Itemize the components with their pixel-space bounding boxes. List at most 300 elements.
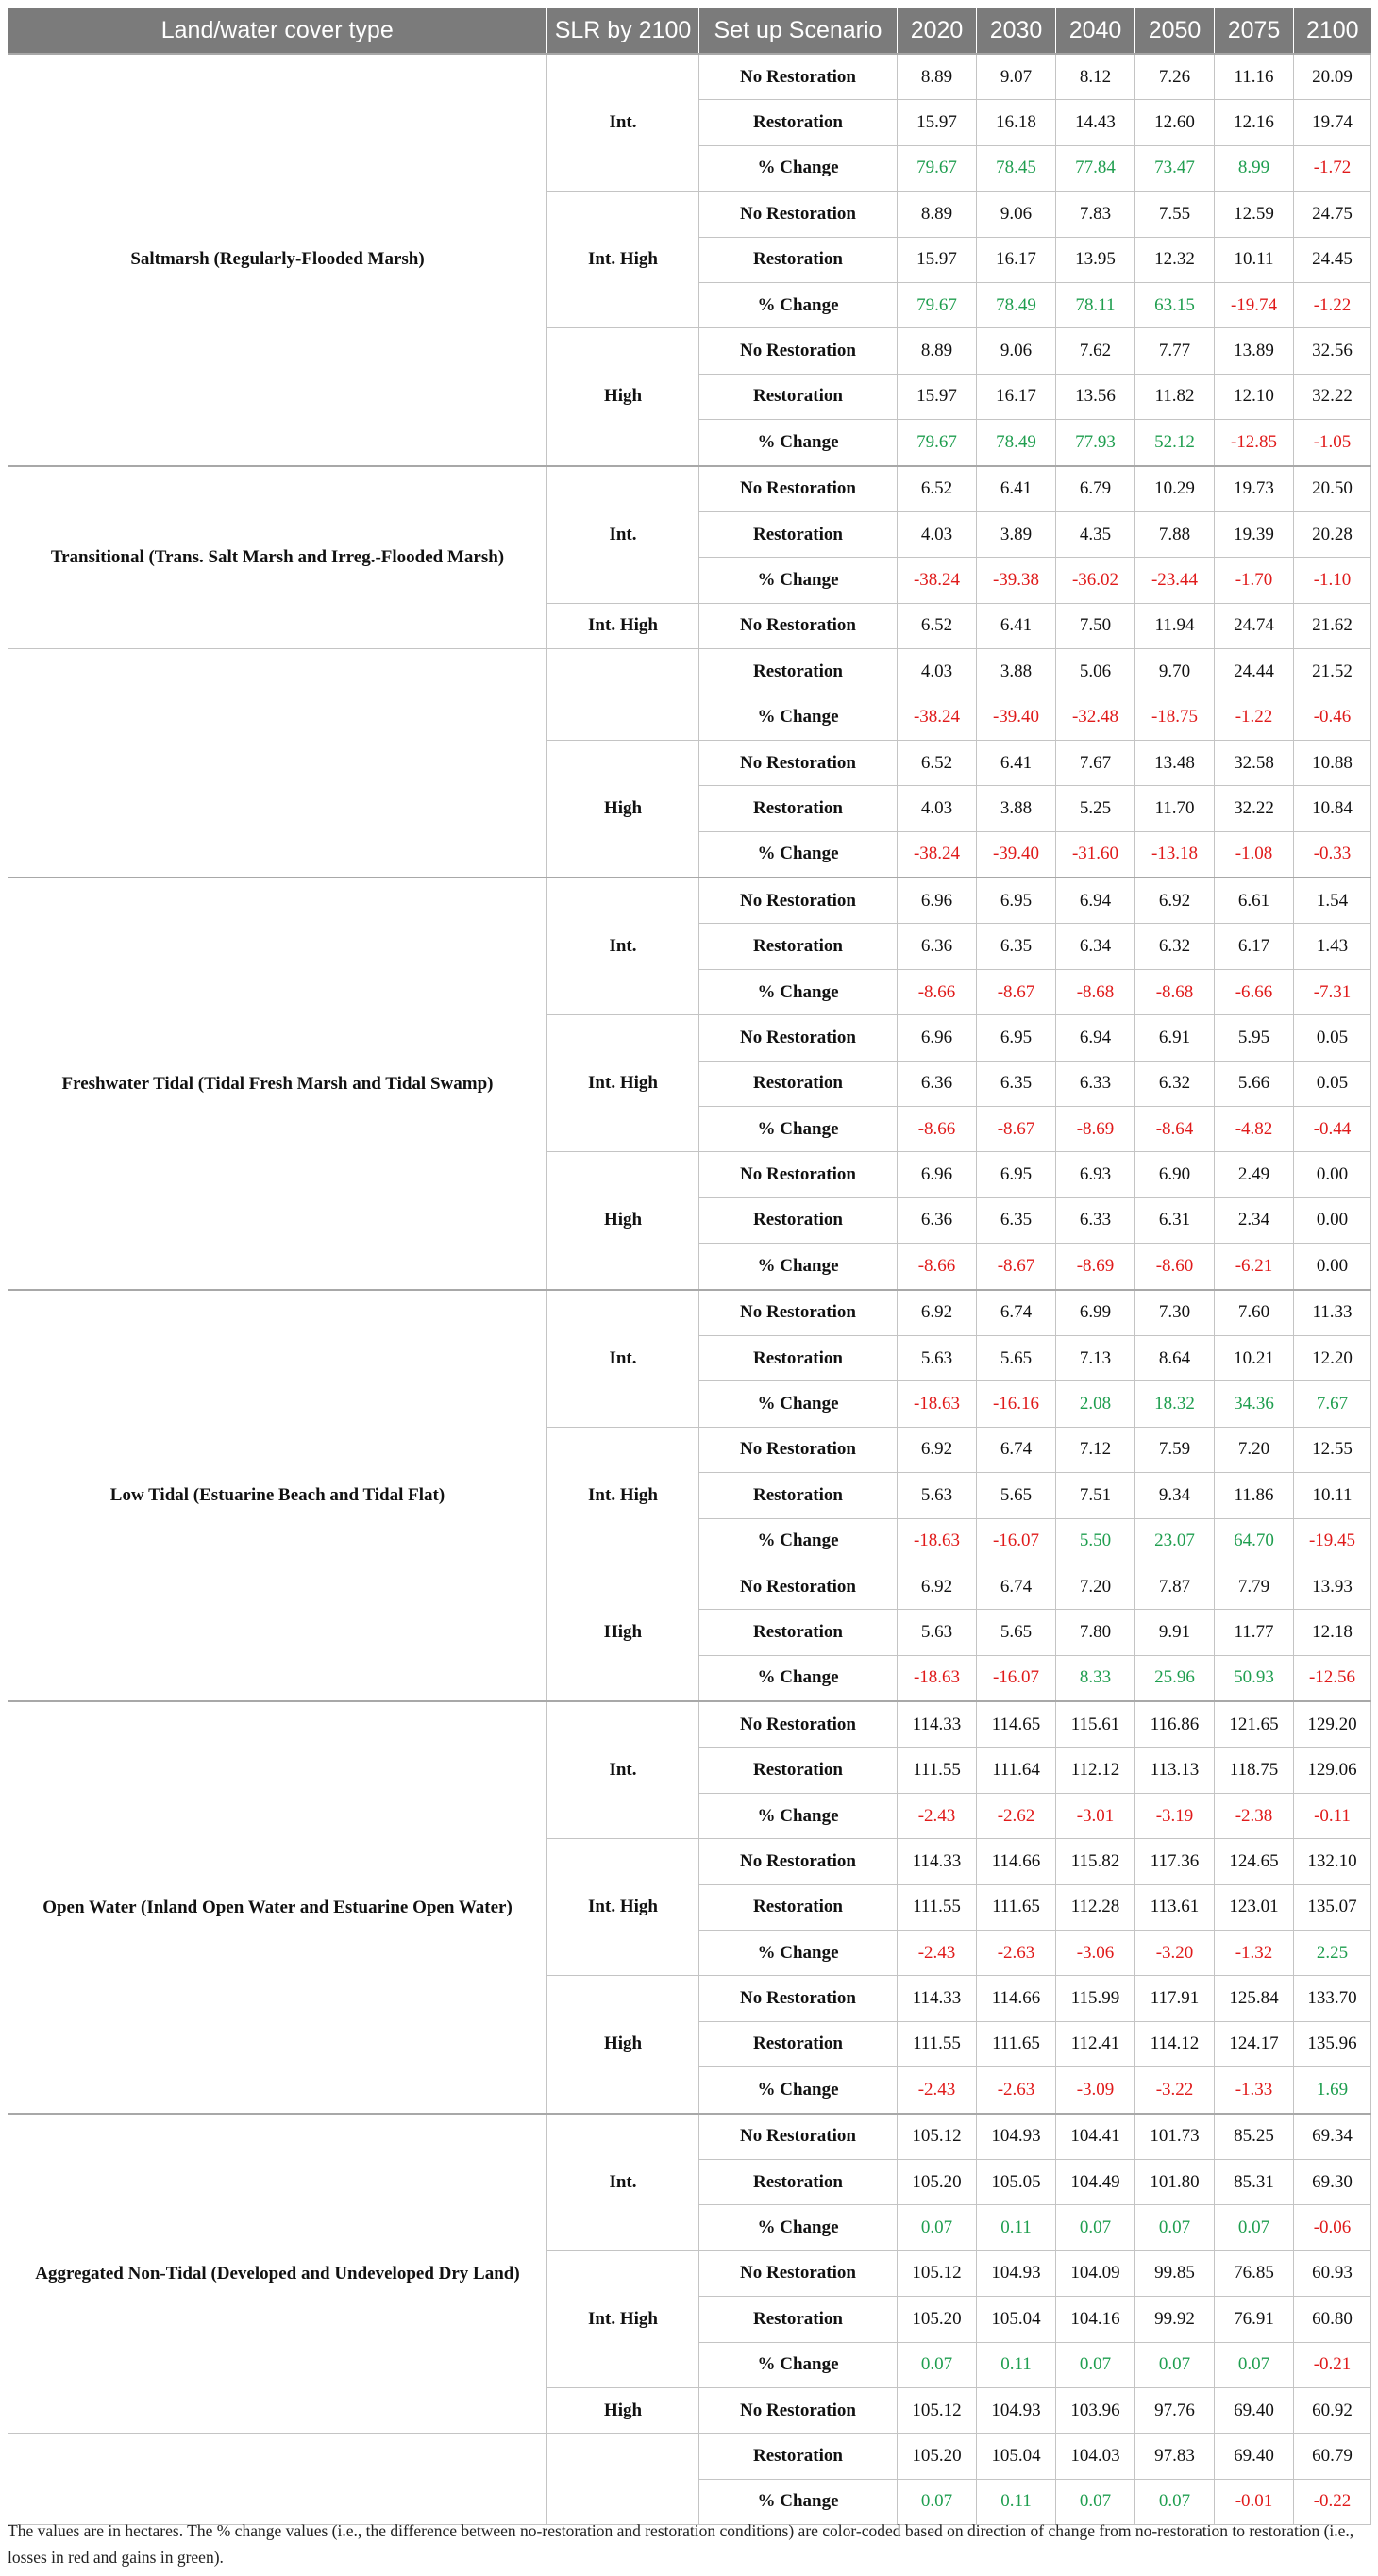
percent-change-cell: 5.50: [1056, 1518, 1135, 1564]
value-cell: 7.60: [1215, 1290, 1294, 1336]
land-cover-change-table: [8, 8, 1371, 2525]
setup-scenario-cell: No Restoration: [699, 466, 898, 512]
cover-type-cell: [8, 2434, 547, 2525]
percent-change-cell: 79.67: [898, 420, 977, 466]
value-cell: 5.06: [1056, 649, 1135, 694]
value-cell: 125.84: [1215, 1976, 1294, 2021]
value-cell: 11.82: [1135, 374, 1215, 419]
value-cell: 9.91: [1135, 1610, 1215, 1655]
value-cell: 8.12: [1056, 54, 1135, 100]
value-cell: 6.17: [1215, 924, 1294, 969]
setup-scenario-cell: Restoration: [699, 1061, 898, 1106]
setup-scenario-cell: No Restoration: [699, 1152, 898, 1197]
value-cell: 6.79: [1056, 466, 1135, 512]
percent-change-cell: -6.21: [1215, 1244, 1294, 1290]
setup-scenario-cell: Restoration: [699, 1335, 898, 1380]
setup-scenario-cell: % Change: [699, 282, 898, 327]
value-cell: 129.06: [1294, 1748, 1371, 1793]
setup-scenario-cell: % Change: [699, 1381, 898, 1427]
value-cell: 6.52: [898, 603, 977, 648]
value-cell: 69.34: [1294, 2114, 1371, 2160]
header-year-2020: 2020: [898, 8, 977, 54]
value-cell: 32.56: [1294, 328, 1371, 374]
value-cell: 20.09: [1294, 54, 1371, 100]
value-cell: 112.28: [1056, 1884, 1135, 1930]
value-cell: 9.70: [1135, 649, 1215, 694]
value-cell: 5.65: [977, 1610, 1056, 1655]
setup-scenario-cell: No Restoration: [699, 54, 898, 100]
value-cell: 8.89: [898, 192, 977, 237]
value-cell: 2.49: [1215, 1152, 1294, 1197]
value-cell: 7.79: [1215, 1564, 1294, 1609]
value-cell: 60.92: [1294, 2387, 1371, 2433]
percent-change-cell: 0.00: [1294, 1244, 1371, 1290]
value-cell: 5.63: [898, 1473, 977, 1518]
value-cell: 3.88: [977, 649, 1056, 694]
value-cell: 121.65: [1215, 1701, 1294, 1748]
value-cell: 114.12: [1135, 2021, 1215, 2066]
setup-scenario-cell: Restoration: [699, 2159, 898, 2204]
value-cell: 0.05: [1294, 1015, 1371, 1061]
setup-scenario-cell: Restoration: [699, 2434, 898, 2479]
setup-scenario-cell: % Change: [699, 694, 898, 740]
value-cell: 21.52: [1294, 649, 1371, 694]
value-cell: 114.33: [898, 1839, 977, 1884]
value-cell: 7.67: [1056, 740, 1135, 785]
table-row: [8, 54, 1371, 100]
value-cell: 104.16: [1056, 2297, 1135, 2342]
setup-scenario-cell: No Restoration: [699, 1290, 898, 1336]
value-cell: 7.88: [1135, 511, 1215, 557]
percent-change-cell: -3.22: [1135, 2067, 1215, 2114]
value-cell: 8.64: [1135, 1335, 1215, 1380]
setup-scenario-cell: % Change: [699, 2205, 898, 2250]
value-cell: 8.89: [898, 328, 977, 374]
percent-change-cell: -1.08: [1215, 831, 1294, 878]
table-row: [8, 2114, 1371, 2160]
value-cell: 111.65: [977, 1884, 1056, 1930]
percent-change-cell: -8.68: [1135, 969, 1215, 1014]
value-cell: 7.30: [1135, 1290, 1215, 1336]
cover-type-cell: [8, 649, 547, 878]
value-cell: 4.35: [1056, 511, 1135, 557]
setup-scenario-cell: % Change: [699, 1655, 898, 1701]
percent-change-cell: 1.69: [1294, 2067, 1371, 2114]
percent-change-cell: -16.07: [977, 1518, 1056, 1564]
value-cell: 6.91: [1135, 1015, 1215, 1061]
value-cell: 105.20: [898, 2159, 977, 2204]
value-cell: 7.83: [1056, 192, 1135, 237]
percent-change-cell: 78.45: [977, 145, 1056, 191]
value-cell: 114.66: [977, 1839, 1056, 1884]
value-cell: 60.93: [1294, 2250, 1371, 2296]
value-cell: 6.33: [1056, 1197, 1135, 1243]
percent-change-cell: -3.20: [1135, 1931, 1215, 1976]
percent-change-cell: -18.63: [898, 1381, 977, 1427]
value-cell: 124.17: [1215, 2021, 1294, 2066]
setup-scenario-cell: % Change: [699, 1518, 898, 1564]
value-cell: 105.12: [898, 2114, 977, 2160]
setup-scenario-cell: % Change: [699, 1244, 898, 1290]
cover-type-cell: Saltmarsh (Regularly-Flooded Marsh): [8, 54, 547, 466]
value-cell: 6.92: [898, 1290, 977, 1336]
value-cell: 113.61: [1135, 1884, 1215, 1930]
table-header-row: [8, 8, 1371, 54]
value-cell: 12.55: [1294, 1427, 1371, 1472]
value-cell: 117.36: [1135, 1839, 1215, 1884]
value-cell: 21.62: [1294, 603, 1371, 648]
percent-change-cell: -39.40: [977, 694, 1056, 740]
slr-scenario-cell: Int. High: [547, 192, 699, 328]
percent-change-cell: 25.96: [1135, 1655, 1215, 1701]
value-cell: 11.70: [1135, 786, 1215, 831]
percent-change-cell: -19.45: [1294, 1518, 1371, 1564]
setup-scenario-cell: No Restoration: [699, 1976, 898, 2021]
value-cell: 3.89: [977, 511, 1056, 557]
value-cell: 104.41: [1056, 2114, 1135, 2160]
percent-change-cell: -39.40: [977, 831, 1056, 878]
percent-change-cell: -3.19: [1135, 1793, 1215, 1838]
header-year-2040: 2040: [1056, 8, 1135, 54]
value-cell: 24.74: [1215, 603, 1294, 648]
value-cell: 6.36: [898, 924, 977, 969]
percent-change-cell: 0.07: [1215, 2205, 1294, 2250]
setup-scenario-cell: Restoration: [699, 924, 898, 969]
percent-change-cell: 78.11: [1056, 282, 1135, 327]
table-row: [8, 649, 1371, 694]
value-cell: 76.85: [1215, 2250, 1294, 2296]
percent-change-cell: -36.02: [1056, 558, 1135, 603]
value-cell: 19.39: [1215, 511, 1294, 557]
value-cell: 32.22: [1294, 374, 1371, 419]
value-cell: 103.96: [1056, 2387, 1135, 2433]
value-cell: 6.96: [898, 878, 977, 924]
value-cell: 11.77: [1215, 1610, 1294, 1655]
percent-change-cell: 0.07: [898, 2342, 977, 2387]
value-cell: 14.43: [1056, 100, 1135, 145]
value-cell: 1.43: [1294, 924, 1371, 969]
value-cell: 105.12: [898, 2250, 977, 2296]
slr-scenario-cell: High: [547, 1152, 699, 1290]
table-row: [8, 2434, 1371, 2479]
percent-change-cell: 0.07: [1215, 2342, 1294, 2387]
percent-change-cell: -0.44: [1294, 1106, 1371, 1151]
value-cell: 1.54: [1294, 878, 1371, 924]
value-cell: 16.17: [977, 374, 1056, 419]
value-cell: 101.73: [1135, 2114, 1215, 2160]
value-cell: 6.95: [977, 878, 1056, 924]
value-cell: 135.07: [1294, 1884, 1371, 1930]
header-cover-type: Land/water cover type: [8, 8, 547, 54]
setup-scenario-cell: Restoration: [699, 2297, 898, 2342]
percent-change-cell: -18.75: [1135, 694, 1215, 740]
value-cell: 11.94: [1135, 603, 1215, 648]
percent-change-cell: 79.67: [898, 282, 977, 327]
slr-scenario-cell: Int. High: [547, 1839, 699, 1976]
percent-change-cell: -0.21: [1294, 2342, 1371, 2387]
value-cell: 6.90: [1135, 1152, 1215, 1197]
value-cell: 7.50: [1056, 603, 1135, 648]
value-cell: 24.45: [1294, 237, 1371, 282]
value-cell: 124.65: [1215, 1839, 1294, 1884]
cover-type-cell: Aggregated Non-Tidal (Developed and Undeveloped Dry Land): [8, 2114, 547, 2434]
value-cell: 13.95: [1056, 237, 1135, 282]
percent-change-cell: -19.74: [1215, 282, 1294, 327]
value-cell: 4.03: [898, 649, 977, 694]
slr-scenario-cell: Int. High: [547, 2250, 699, 2387]
value-cell: 0.00: [1294, 1197, 1371, 1243]
value-cell: 6.94: [1056, 1015, 1135, 1061]
table-row: [8, 466, 1371, 512]
slr-scenario-cell: High: [547, 328, 699, 466]
value-cell: 117.91: [1135, 1976, 1215, 2021]
percent-change-cell: -8.69: [1056, 1244, 1135, 1290]
percent-change-cell: -39.38: [977, 558, 1056, 603]
value-cell: 7.20: [1215, 1427, 1294, 1472]
percent-change-cell: -18.63: [898, 1518, 977, 1564]
value-cell: 5.63: [898, 1610, 977, 1655]
value-cell: 4.03: [898, 511, 977, 557]
value-cell: 0.05: [1294, 1061, 1371, 1106]
slr-scenario-cell: [547, 2434, 699, 2525]
value-cell: 104.49: [1056, 2159, 1135, 2204]
value-cell: 114.33: [898, 1976, 977, 2021]
value-cell: 10.21: [1215, 1335, 1294, 1380]
value-cell: 60.80: [1294, 2297, 1371, 2342]
percent-change-cell: -12.85: [1215, 420, 1294, 466]
value-cell: 6.33: [1056, 1061, 1135, 1106]
value-cell: 132.10: [1294, 1839, 1371, 1884]
value-cell: 6.31: [1135, 1197, 1215, 1243]
percent-change-cell: -3.09: [1056, 2067, 1135, 2114]
percent-change-cell: 78.49: [977, 420, 1056, 466]
value-cell: 104.93: [977, 2387, 1056, 2433]
percent-change-cell: 73.47: [1135, 145, 1215, 191]
setup-scenario-cell: No Restoration: [699, 192, 898, 237]
value-cell: 7.62: [1056, 328, 1135, 374]
percent-change-cell: 78.49: [977, 282, 1056, 327]
value-cell: 6.92: [1135, 878, 1215, 924]
value-cell: 11.16: [1215, 54, 1294, 100]
value-cell: 8.89: [898, 54, 977, 100]
value-cell: 111.55: [898, 1748, 977, 1793]
percent-change-cell: -2.43: [898, 1931, 977, 1976]
value-cell: 5.65: [977, 1335, 1056, 1380]
percent-change-cell: 0.07: [1135, 2342, 1215, 2387]
value-cell: 3.88: [977, 786, 1056, 831]
percent-change-cell: -6.66: [1215, 969, 1294, 1014]
value-cell: 69.40: [1215, 2434, 1294, 2479]
setup-scenario-cell: Restoration: [699, 511, 898, 557]
value-cell: 15.97: [898, 100, 977, 145]
value-cell: 10.11: [1294, 1473, 1371, 1518]
value-cell: 97.76: [1135, 2387, 1215, 2433]
setup-scenario-cell: Restoration: [699, 1473, 898, 1518]
value-cell: 6.74: [977, 1427, 1056, 1472]
percent-change-cell: -0.06: [1294, 2205, 1371, 2250]
percent-change-cell: -23.44: [1135, 558, 1215, 603]
value-cell: 113.13: [1135, 1748, 1215, 1793]
value-cell: 123.01: [1215, 1884, 1294, 1930]
value-cell: 115.82: [1056, 1839, 1135, 1884]
percent-change-cell: -8.64: [1135, 1106, 1215, 1151]
value-cell: 5.95: [1215, 1015, 1294, 1061]
value-cell: 7.13: [1056, 1335, 1135, 1380]
value-cell: 24.75: [1294, 192, 1371, 237]
percent-change-cell: -38.24: [898, 694, 977, 740]
value-cell: 12.18: [1294, 1610, 1371, 1655]
value-cell: 104.93: [977, 2114, 1056, 2160]
setup-scenario-cell: Restoration: [699, 100, 898, 145]
setup-scenario-cell: Restoration: [699, 2021, 898, 2066]
percent-change-cell: 18.32: [1135, 1381, 1215, 1427]
value-cell: 7.77: [1135, 328, 1215, 374]
setup-scenario-cell: % Change: [699, 831, 898, 878]
percent-change-cell: -1.22: [1294, 282, 1371, 327]
setup-scenario-cell: % Change: [699, 1931, 898, 1976]
header-slr: SLR by 2100: [547, 8, 699, 54]
value-cell: 13.56: [1056, 374, 1135, 419]
setup-scenario-cell: % Change: [699, 145, 898, 191]
percent-change-cell: -16.16: [977, 1381, 1056, 1427]
value-cell: 6.95: [977, 1015, 1056, 1061]
value-cell: 6.92: [898, 1564, 977, 1609]
percent-change-cell: -0.46: [1294, 694, 1371, 740]
value-cell: 6.95: [977, 1152, 1056, 1197]
slr-scenario-cell: Int.: [547, 1290, 699, 1428]
value-cell: 105.20: [898, 2434, 977, 2479]
setup-scenario-cell: % Change: [699, 2067, 898, 2114]
value-cell: 15.97: [898, 237, 977, 282]
setup-scenario-cell: No Restoration: [699, 328, 898, 374]
value-cell: 6.99: [1056, 1290, 1135, 1336]
value-cell: 9.07: [977, 54, 1056, 100]
value-cell: 11.86: [1215, 1473, 1294, 1518]
percent-change-cell: -13.18: [1135, 831, 1215, 878]
percent-change-cell: 2.25: [1294, 1931, 1371, 1976]
value-cell: 111.55: [898, 1884, 977, 1930]
setup-scenario-cell: Restoration: [699, 374, 898, 419]
percent-change-cell: -18.63: [898, 1655, 977, 1701]
percent-change-cell: 63.15: [1135, 282, 1215, 327]
percent-change-cell: -16.07: [977, 1655, 1056, 1701]
percent-change-cell: 2.08: [1056, 1381, 1135, 1427]
value-cell: 69.40: [1215, 2387, 1294, 2433]
value-cell: 7.51: [1056, 1473, 1135, 1518]
table-row: [8, 1290, 1371, 1336]
value-cell: 6.93: [1056, 1152, 1135, 1197]
percent-change-cell: -1.10: [1294, 558, 1371, 603]
value-cell: 6.52: [898, 466, 977, 512]
percent-change-cell: -31.60: [1056, 831, 1135, 878]
value-cell: 118.75: [1215, 1748, 1294, 1793]
value-cell: 2.34: [1215, 1197, 1294, 1243]
value-cell: 6.36: [898, 1197, 977, 1243]
setup-scenario-cell: Restoration: [699, 1197, 898, 1243]
value-cell: 111.64: [977, 1748, 1056, 1793]
cover-type-cell: Low Tidal (Estuarine Beach and Tidal Flat): [8, 1290, 547, 1702]
value-cell: 6.74: [977, 1290, 1056, 1336]
percent-change-cell: 0.11: [977, 2479, 1056, 2524]
value-cell: 111.55: [898, 2021, 977, 2066]
value-cell: 6.36: [898, 1061, 977, 1106]
percent-change-cell: 52.12: [1135, 420, 1215, 466]
value-cell: 105.04: [977, 2297, 1056, 2342]
percent-change-cell: 34.36: [1215, 1381, 1294, 1427]
table-row: [8, 878, 1371, 924]
percent-change-cell: 7.67: [1294, 1381, 1371, 1427]
setup-scenario-cell: % Change: [699, 558, 898, 603]
setup-scenario-cell: % Change: [699, 420, 898, 466]
percent-change-cell: -8.60: [1135, 1244, 1215, 1290]
header-scenario: Set up Scenario: [699, 8, 898, 54]
percent-change-cell: -8.66: [898, 1106, 977, 1151]
value-cell: 69.30: [1294, 2159, 1371, 2204]
setup-scenario-cell: Restoration: [699, 786, 898, 831]
percent-change-cell: -32.48: [1056, 694, 1135, 740]
percent-change-cell: -7.31: [1294, 969, 1371, 1014]
value-cell: 9.06: [977, 328, 1056, 374]
value-cell: 5.25: [1056, 786, 1135, 831]
percent-change-cell: -38.24: [898, 831, 977, 878]
value-cell: 32.22: [1215, 786, 1294, 831]
value-cell: 6.74: [977, 1564, 1056, 1609]
value-cell: 7.87: [1135, 1564, 1215, 1609]
value-cell: 6.32: [1135, 1061, 1215, 1106]
percent-change-cell: -1.72: [1294, 145, 1371, 191]
value-cell: 10.88: [1294, 740, 1371, 785]
value-cell: 24.44: [1215, 649, 1294, 694]
value-cell: 12.16: [1215, 100, 1294, 145]
value-cell: 20.28: [1294, 511, 1371, 557]
value-cell: 13.89: [1215, 328, 1294, 374]
value-cell: 7.80: [1056, 1610, 1135, 1655]
value-cell: 6.35: [977, 924, 1056, 969]
percent-change-cell: -4.82: [1215, 1106, 1294, 1151]
percent-change-cell: 0.07: [1056, 2479, 1135, 2524]
value-cell: 20.50: [1294, 466, 1371, 512]
header-year-2100: 2100: [1294, 8, 1371, 54]
setup-scenario-cell: No Restoration: [699, 1839, 898, 1884]
value-cell: 4.03: [898, 786, 977, 831]
percent-change-cell: 0.07: [1056, 2205, 1135, 2250]
value-cell: 129.20: [1294, 1701, 1371, 1748]
percent-change-cell: -8.69: [1056, 1106, 1135, 1151]
value-cell: 133.70: [1294, 1976, 1371, 2021]
value-cell: 114.66: [977, 1976, 1056, 2021]
value-cell: 97.83: [1135, 2434, 1215, 2479]
table-footnote: The values are in hectares. The % change values (i.e., the difference between no-restoration and restoration conditions) are color-coded based on direction of change from no-restoration to restoration (i.e., losses in red and gains in green).: [8, 2521, 1354, 2567]
value-cell: 16.18: [977, 100, 1056, 145]
value-cell: 6.41: [977, 740, 1056, 785]
percent-change-cell: -3.06: [1056, 1931, 1135, 1976]
setup-scenario-cell: No Restoration: [699, 1015, 898, 1061]
percent-change-cell: -8.67: [977, 969, 1056, 1014]
value-cell: 6.94: [1056, 878, 1135, 924]
percent-change-cell: -1.05: [1294, 420, 1371, 466]
value-cell: 16.17: [977, 237, 1056, 282]
value-cell: 32.58: [1215, 740, 1294, 785]
setup-scenario-cell: % Change: [699, 969, 898, 1014]
setup-scenario-cell: Restoration: [699, 1610, 898, 1655]
value-cell: 76.91: [1215, 2297, 1294, 2342]
value-cell: 9.06: [977, 192, 1056, 237]
percent-change-cell: -1.70: [1215, 558, 1294, 603]
slr-scenario-cell: High: [547, 1564, 699, 1701]
percent-change-cell: -8.68: [1056, 969, 1135, 1014]
value-cell: 99.85: [1135, 2250, 1215, 2296]
value-cell: 12.60: [1135, 100, 1215, 145]
